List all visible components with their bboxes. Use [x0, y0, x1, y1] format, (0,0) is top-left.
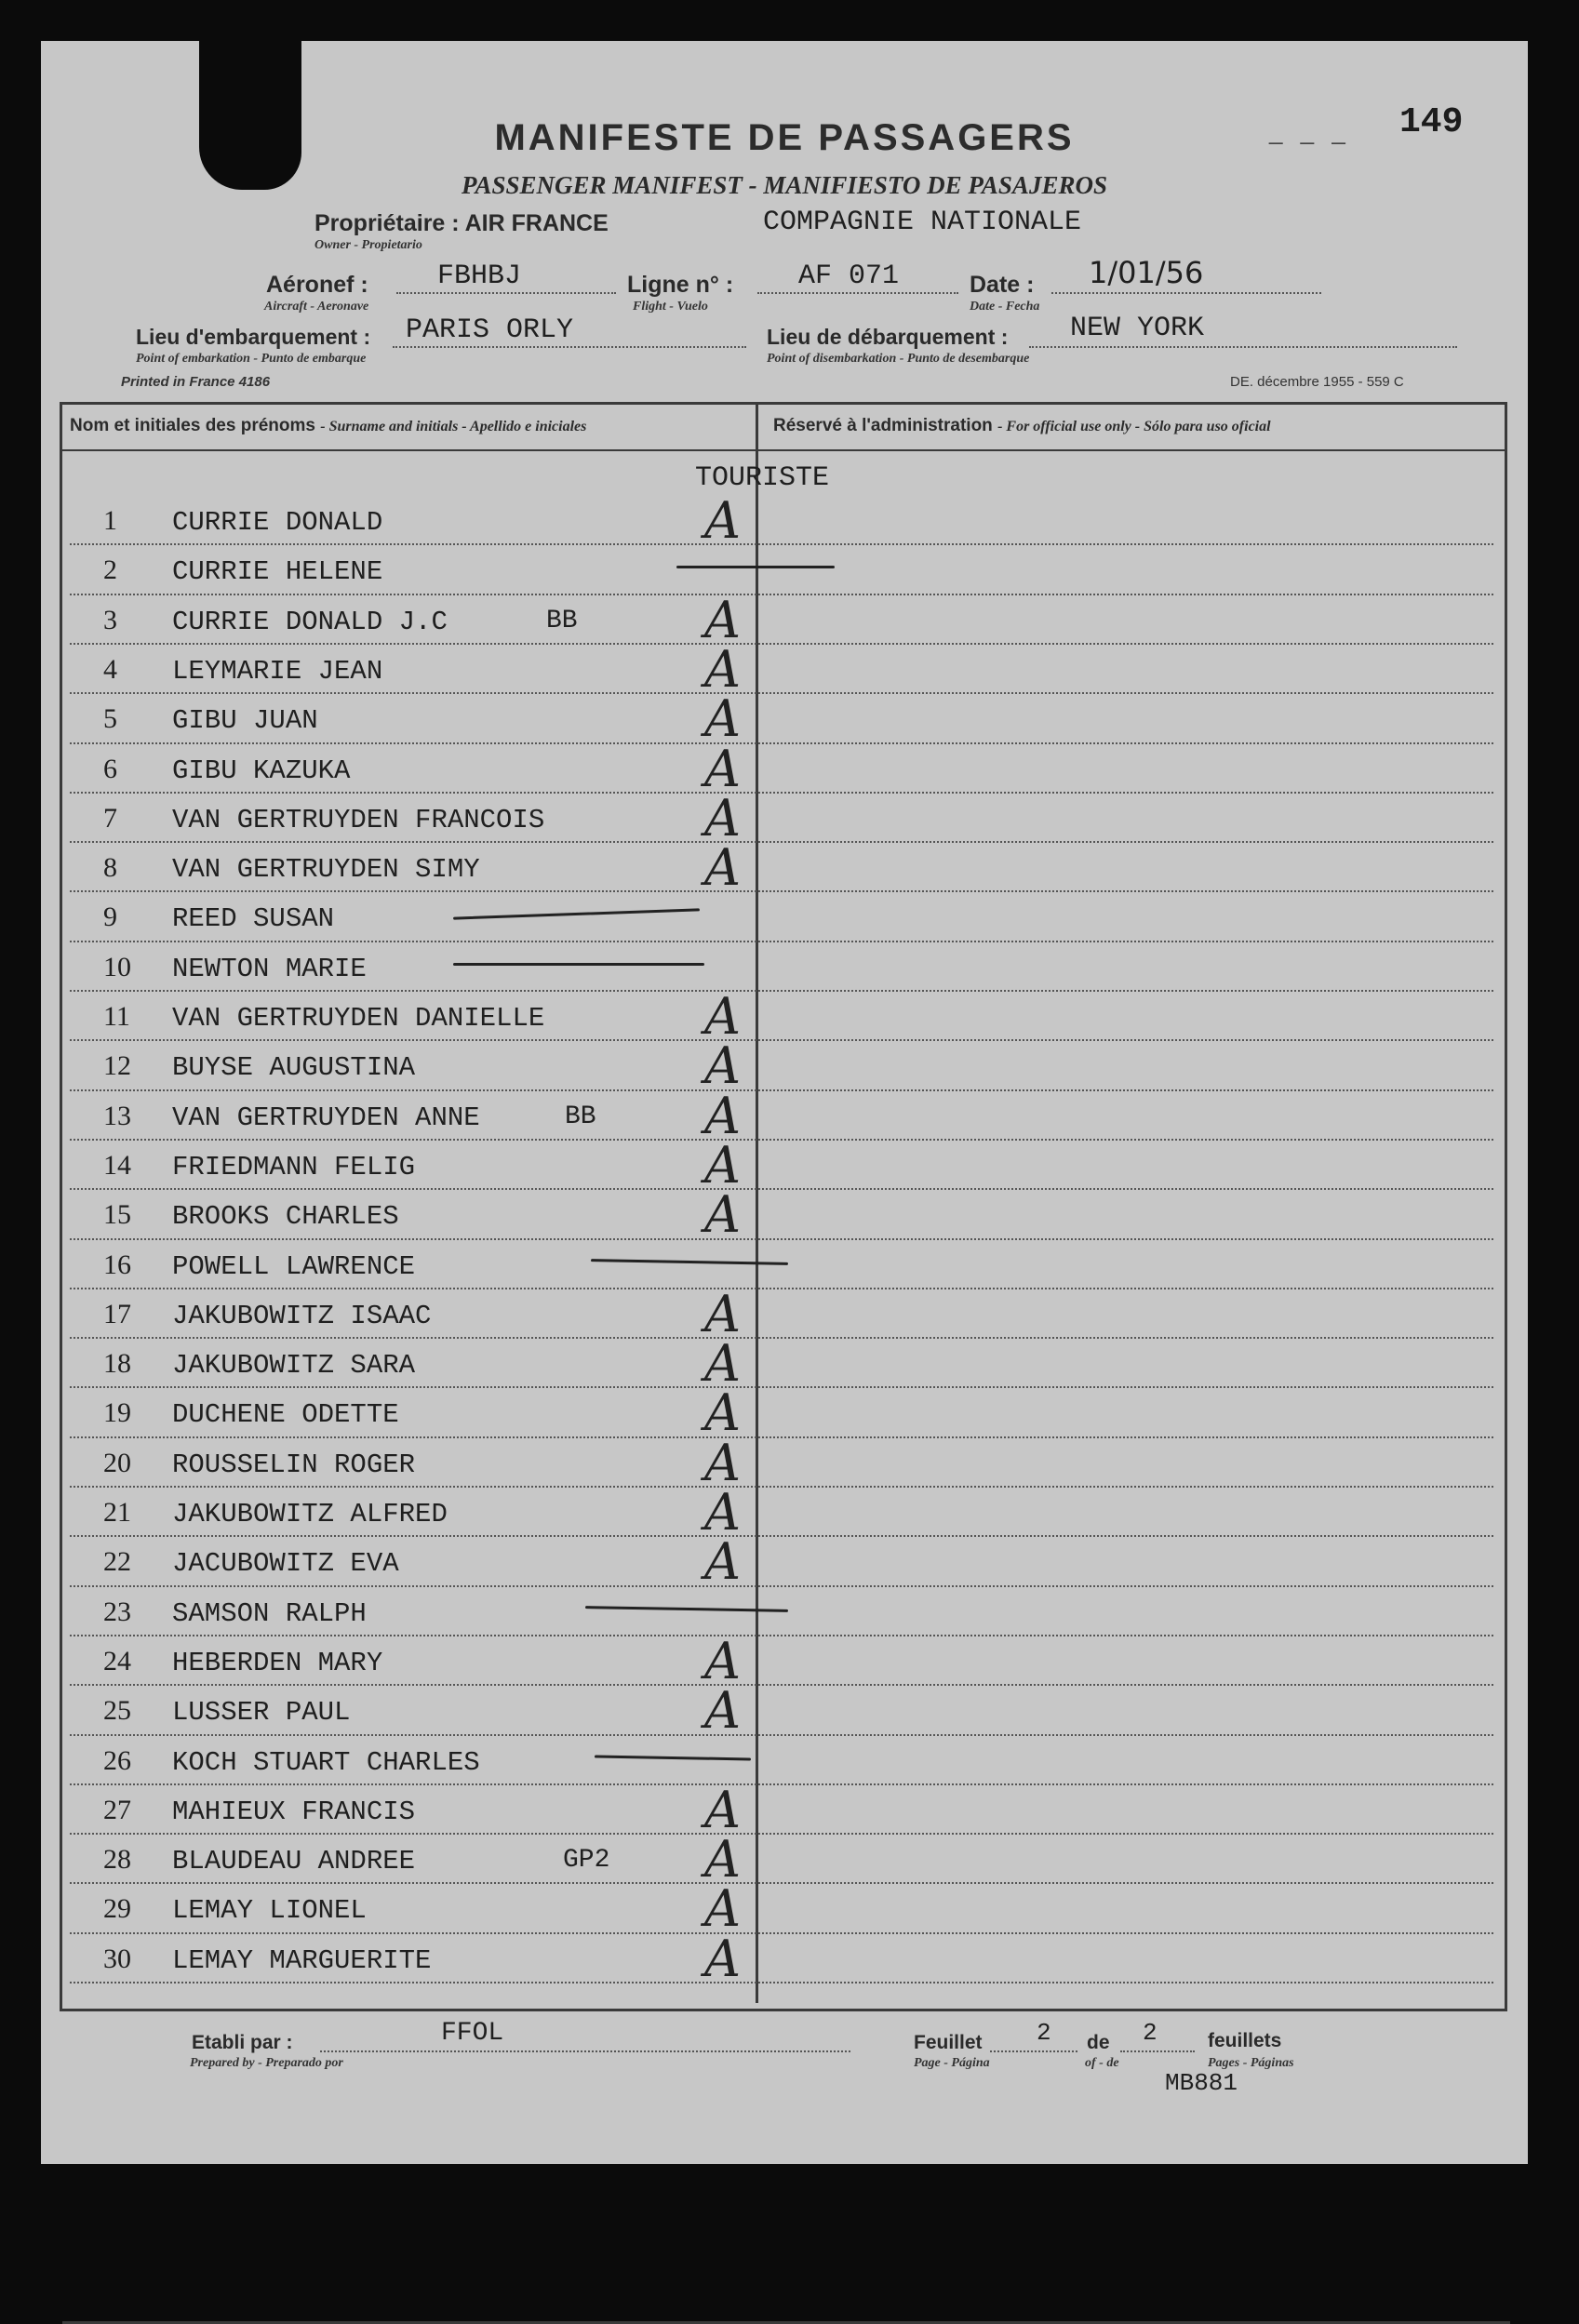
passenger-number: 9 [103, 902, 117, 933]
table-row [62, 941, 751, 990]
prepared-sublabel: Prepared by - Preparado por [190, 2056, 343, 2070]
handwritten-check-mark: A [704, 739, 741, 798]
passenger-number: 25 [103, 1695, 131, 1727]
table-row [62, 1086, 751, 1145]
passenger-name: SAMSON RALPH [172, 1597, 367, 1629]
passenger-number: 6 [103, 753, 117, 784]
table-row [62, 1532, 751, 1592]
handwritten-check-mark: A [704, 1383, 741, 1443]
embarkation-sublabel: Point of embarkation - Punto de embarque [136, 352, 367, 366]
passenger-name: NEWTON MARIE [172, 953, 367, 984]
passenger-name: JACUBOWITZ EVA [172, 1548, 399, 1580]
date-sublabel: Date - Fecha [970, 300, 1040, 314]
table-row [62, 1585, 751, 1635]
table-row [62, 1830, 751, 1890]
passenger-name: BUYSE AUGUSTINA [172, 1052, 416, 1084]
table-row [62, 1631, 751, 1690]
page-subtitle: PASSENGER MANIFEST - MANIFIESTO DE PASAJEROS [462, 171, 1107, 199]
of-label: de [1087, 2032, 1110, 2053]
handwritten-check-mark: A [704, 987, 741, 1046]
owner-value: COMPAGNIE NATIONALE [763, 207, 1082, 238]
passenger-name: VAN GERTRUYDEN SIMY [172, 854, 480, 886]
table-row [62, 739, 751, 798]
passenger-number: 27 [103, 1794, 131, 1825]
passenger-number: 28 [103, 1844, 131, 1876]
passenger-name: JAKUBOWITZ ISAAC [172, 1300, 432, 1331]
table-row [62, 1185, 751, 1245]
passenger-name: REED SUSAN [172, 903, 335, 935]
passenger-name: LUSSER PAUL [172, 1697, 351, 1729]
handwritten-check-mark: A [704, 1631, 741, 1690]
handwritten-check-mark: A [704, 838, 741, 898]
table-row [62, 838, 751, 898]
table-row [62, 1780, 751, 1839]
handwritten-check-mark: A [704, 491, 741, 550]
passenger-number: 22 [103, 1546, 131, 1578]
table-row [62, 1929, 751, 1988]
passenger-number: 19 [103, 1397, 131, 1429]
passenger-name: POWELL LAWRENCE [172, 1250, 416, 1282]
passenger-name: KOCH STUART CHARLES [172, 1746, 480, 1778]
table-row [62, 491, 751, 550]
form-reference: DE. décembre 1955 - 559 C [1230, 374, 1404, 390]
owner-sublabel: Owner - Propietario [314, 238, 422, 252]
strike-through-mark [595, 1755, 751, 1760]
handwritten-check-mark: A [704, 639, 741, 699]
passenger-number: 20 [103, 1447, 131, 1478]
flight-value: AF 071 [798, 260, 900, 292]
date-value: 1/01/56 [1089, 255, 1204, 290]
sheets-sublabel: Pages - Páginas [1208, 2056, 1294, 2070]
reference-code: MB881 [1165, 2069, 1238, 2097]
embarkation-value: PARIS ORLY [406, 314, 574, 346]
strike-through-mark [453, 963, 704, 966]
handwritten-check-mark: A [704, 1681, 741, 1741]
passenger-note: BB [565, 1102, 596, 1131]
passenger-number: 17 [103, 1298, 131, 1329]
passenger-number: 11 [103, 1001, 130, 1032]
of-value: 2 [1143, 2019, 1157, 2047]
handwritten-check-mark: A [704, 1483, 741, 1542]
prepared-value: FFOL [441, 2019, 504, 2048]
passenger-name: CURRIE DONALD J.C [172, 606, 448, 637]
passenger-number: 23 [103, 1596, 131, 1627]
passenger-name: JAKUBOWITZ ALFRED [172, 1499, 448, 1529]
aircraft-sublabel: Aircraft - Aeronave [264, 300, 369, 314]
passenger-name: BROOKS CHARLES [172, 1201, 399, 1233]
sheet-value: 2 [1037, 2019, 1051, 2047]
table-row [62, 1734, 751, 1783]
passenger-name: GIBU JUAN [172, 705, 318, 737]
owner-label: Propriétaire : AIR FRANCE [314, 210, 609, 236]
manifest-sheet [41, 41, 1528, 2164]
table-row [62, 1036, 751, 1096]
table-row [62, 639, 751, 699]
table-row [62, 1135, 751, 1195]
handwritten-check-mark: A [704, 1780, 741, 1839]
passenger-name: LEMAY LIONEL [172, 1895, 367, 1927]
passenger-number: 14 [103, 1149, 131, 1181]
table-row [62, 590, 751, 649]
passenger-number: 8 [103, 852, 117, 884]
passenger-name: LEYMARIE JEAN [172, 655, 383, 687]
passenger-name: GIBU KAZUKA [172, 755, 351, 786]
passenger-note: BB [546, 606, 578, 635]
disembarkation-value: NEW YORK [1070, 313, 1205, 344]
table-row [62, 1681, 751, 1741]
passenger-name: HEBERDEN MARY [172, 1647, 383, 1678]
flight-sublabel: Flight - Vuelo [633, 300, 708, 314]
passenger-number: 15 [103, 1199, 131, 1231]
passenger-number: 16 [103, 1249, 131, 1280]
passenger-number: 13 [103, 1100, 131, 1131]
handwritten-check-mark: A [704, 1929, 741, 1988]
passenger-number: 7 [103, 802, 117, 834]
passenger-number: 26 [103, 1744, 131, 1776]
passenger-number: 10 [103, 951, 131, 982]
page-number: 149 [1399, 102, 1464, 142]
handwritten-check-mark: A [704, 1284, 741, 1343]
flight-label: Ligne n° : [627, 272, 734, 298]
table-row [62, 1334, 751, 1394]
embarkation-label: Lieu d'embarquement : [136, 325, 371, 349]
passenger-table [60, 402, 1507, 2011]
aircraft-label: Aéronef : [266, 272, 368, 298]
table-row [62, 543, 751, 593]
passenger-number: 24 [103, 1645, 131, 1676]
names-column-header: Nom et initiales des prénoms - Surname and initials - Apellido e iniciales [70, 416, 587, 435]
class-label-part2: ISTE [762, 462, 830, 494]
handwritten-check-mark: A [704, 1086, 741, 1145]
passenger-name: JAKUBOWITZ SARA [172, 1350, 416, 1382]
table-row [62, 1433, 751, 1492]
passenger-name: CURRIE DONALD [172, 507, 383, 538]
passenger-name: VAN GERTRUYDEN FRANCOIS [172, 804, 545, 835]
printed-note: Printed in France 4186 [121, 374, 271, 390]
passenger-name: BLAUDEAU ANDREE [172, 1846, 416, 1877]
table-row [62, 689, 751, 749]
handwritten-check-mark: A [704, 590, 741, 649]
table-row [62, 890, 751, 940]
strike-through-mark [453, 909, 700, 920]
passenger-number: 29 [103, 1893, 131, 1925]
handwritten-check-mark: A [704, 1532, 741, 1592]
passenger-name: LEMAY MARGUERITE [172, 1944, 432, 1976]
passenger-number: 1 [103, 505, 117, 536]
passenger-name: FRIEDMANN FELIG [172, 1151, 416, 1182]
of-sublabel: of - de [1085, 2056, 1119, 2070]
passenger-number: 12 [103, 1050, 131, 1082]
row-divider [70, 1982, 1493, 1983]
passenger-name: VAN GERTRUYDEN ANNE [172, 1102, 480, 1133]
table-row [62, 1383, 751, 1443]
sheet-sublabel: Page - Página [914, 2056, 990, 2070]
disembarkation-label: Lieu de débarquement : [767, 325, 1009, 349]
handwritten-check-mark: A [704, 1433, 741, 1492]
sheets-label: feuillets [1208, 2030, 1282, 2051]
passenger-note: GP2 [563, 1846, 610, 1876]
passenger-number: 30 [103, 1943, 131, 1974]
handwritten-check-mark: A [704, 1135, 741, 1195]
page-title: MANIFESTE DE PASSAGERS [494, 117, 1075, 158]
strike-through-mark [676, 566, 835, 568]
passenger-name: DUCHENE ODETTE [172, 1399, 399, 1431]
passenger-number: 5 [103, 703, 117, 735]
handwritten-check-mark: A [704, 1879, 741, 1939]
disembarkation-sublabel: Point of disembarkation - Punto de desembarque [767, 352, 1030, 366]
table-row [62, 1483, 751, 1542]
page-dash: _ _ _ [1269, 117, 1351, 145]
strike-through-mark [591, 1259, 788, 1265]
passenger-number: 4 [103, 653, 117, 685]
passenger-name: ROUSSELIN ROGER [172, 1449, 416, 1480]
handwritten-check-mark: A [704, 788, 741, 848]
passenger-name: VAN GERTRUYDEN DANIELLE [172, 1003, 545, 1034]
admin-column-header: Réservé à l'administration - For official use only - Sólo para uso oficial [773, 416, 1271, 435]
prepared-label: Etabli par : [192, 2032, 293, 2053]
passenger-number: 3 [103, 604, 117, 635]
handwritten-check-mark: A [704, 1185, 741, 1245]
table-row [62, 788, 751, 848]
passenger-number: 21 [103, 1497, 131, 1528]
table-row [62, 1284, 751, 1343]
table-row [62, 987, 751, 1046]
sheet-label: Feuillet [914, 2032, 983, 2053]
handwritten-check-mark: A [704, 1036, 741, 1096]
class-label-part1: TOUR [695, 462, 763, 494]
passenger-name: MAHIEUX FRANCIS [172, 1796, 416, 1827]
handwritten-check-mark: A [704, 1830, 741, 1890]
handwritten-check-mark: A [704, 1334, 741, 1394]
aircraft-value: FBHBJ [437, 260, 522, 292]
passenger-name: CURRIE HELENE [172, 556, 383, 588]
handwritten-check-mark: A [704, 689, 741, 749]
table-row [62, 1238, 751, 1288]
date-label: Date : [970, 272, 1035, 298]
binder-shadow [199, 41, 301, 190]
passenger-number: 18 [103, 1348, 131, 1380]
table-row [62, 1879, 751, 1939]
passenger-number: 2 [103, 554, 117, 586]
